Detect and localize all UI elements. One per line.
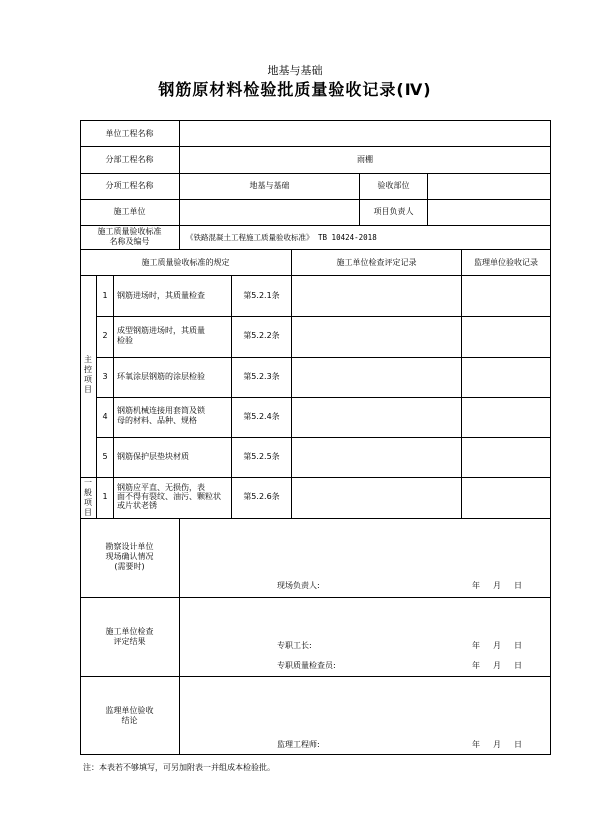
date-day: 日 — [514, 641, 522, 650]
item-description: 检验 — [117, 336, 133, 345]
column-header-supervisor: 监理单位验收记录 — [474, 258, 538, 267]
subdivision-value[interactable]: 地基与基础 — [249, 181, 290, 190]
item-clause: 第5.2.6条 — [243, 492, 280, 501]
contractor-block-label: 评定结果 — [113, 637, 146, 646]
general-group-label: 一般项目 — [84, 478, 92, 517]
supervisor-block-label: 结论 — [121, 716, 138, 725]
item-description: 母的材料、品种、规格 — [117, 416, 197, 425]
item-number: 1 — [102, 291, 108, 300]
date-month: 月 — [493, 581, 501, 590]
division-value[interactable]: 雨棚 — [357, 155, 373, 164]
unit-project-label: 单位工程名称 — [105, 129, 154, 138]
foreman-signature-label: 专职工长: — [277, 641, 312, 650]
date-month: 月 — [493, 641, 501, 650]
item-number: 1 — [102, 492, 108, 501]
date-month: 月 — [493, 661, 501, 670]
date-day: 日 — [514, 581, 522, 590]
item-clause: 第5.2.4条 — [243, 412, 280, 421]
item-clause: 第5.2.3条 — [243, 372, 280, 381]
item-number: 4 — [102, 412, 108, 421]
supervising-engineer-signature-label: 监理工程师: — [277, 740, 320, 749]
design-block-label: 勘察设计单位 — [105, 542, 154, 551]
design-block-label: 现场确认情况 — [105, 552, 154, 561]
division-label: 分部工程名称 — [105, 155, 154, 164]
date-day: 日 — [514, 661, 522, 670]
site-manager-signature-label: 现场负责人: — [277, 581, 320, 590]
item-description: 环氧涂层钢筋的涂层检验 — [117, 372, 205, 381]
main-control-group-label: 主控项目 — [84, 355, 92, 394]
document-subtitle: 地基与基础 — [267, 64, 323, 77]
item-clause: 第5.2.2条 — [243, 331, 280, 340]
item-description: 面不得有裂纹、油污、颗粒状 — [117, 492, 221, 501]
standard-label-line2: 名称及编号 — [109, 237, 150, 246]
date-year: 年 — [472, 740, 480, 749]
item-description: 钢筋应平直、无损伤，表 — [117, 483, 205, 492]
quality-inspector-signature-label: 专职质量检查员: — [277, 661, 336, 670]
supervisor-block-label: 监理单位验收 — [105, 706, 154, 715]
date-year: 年 — [472, 581, 480, 590]
document-title: 钢筋原材料检验批质量验收记录(Ⅳ) — [158, 80, 432, 99]
project-manager-label: 项目负责人 — [373, 207, 414, 216]
item-clause: 第5.2.1条 — [243, 291, 280, 300]
item-number: 3 — [102, 372, 108, 381]
subdivision-label: 分项工程名称 — [105, 181, 154, 190]
date-year: 年 — [472, 661, 480, 670]
date-day: 日 — [514, 740, 522, 749]
item-number: 2 — [102, 331, 108, 340]
item-number: 5 — [102, 452, 108, 461]
item-description: 钢筋进场时，其质量检查 — [117, 291, 205, 300]
column-header-contractor: 施工单位检查评定记录 — [336, 258, 417, 267]
standard-value: 《铁路混凝土工程施工质量验收标准》 TB 10424-2018 — [186, 233, 377, 242]
acceptance-part-label: 验收部位 — [377, 181, 410, 190]
construction-unit-label: 施工单位 — [113, 207, 146, 216]
item-description: 成型钢筋进场时，其质量 — [117, 326, 205, 335]
column-header-spec: 施工质量验收标准的规定 — [141, 258, 230, 267]
date-year: 年 — [472, 641, 480, 650]
item-description: 或片状老锈 — [117, 501, 157, 510]
standard-label-line1: 施工质量验收标准 — [97, 227, 162, 236]
footnote: 注：本表若不够填写，可另加附表一并组成本检验批。 — [83, 763, 275, 772]
design-block-label: (需要时) — [114, 562, 145, 571]
item-description: 钢筋保护层垫块材质 — [117, 452, 189, 461]
date-month: 月 — [493, 740, 501, 749]
item-clause: 第5.2.5条 — [243, 452, 280, 461]
item-description: 钢筋机械连接用套筒及锁 — [117, 406, 205, 415]
contractor-block-label: 施工单位检查 — [105, 627, 154, 636]
